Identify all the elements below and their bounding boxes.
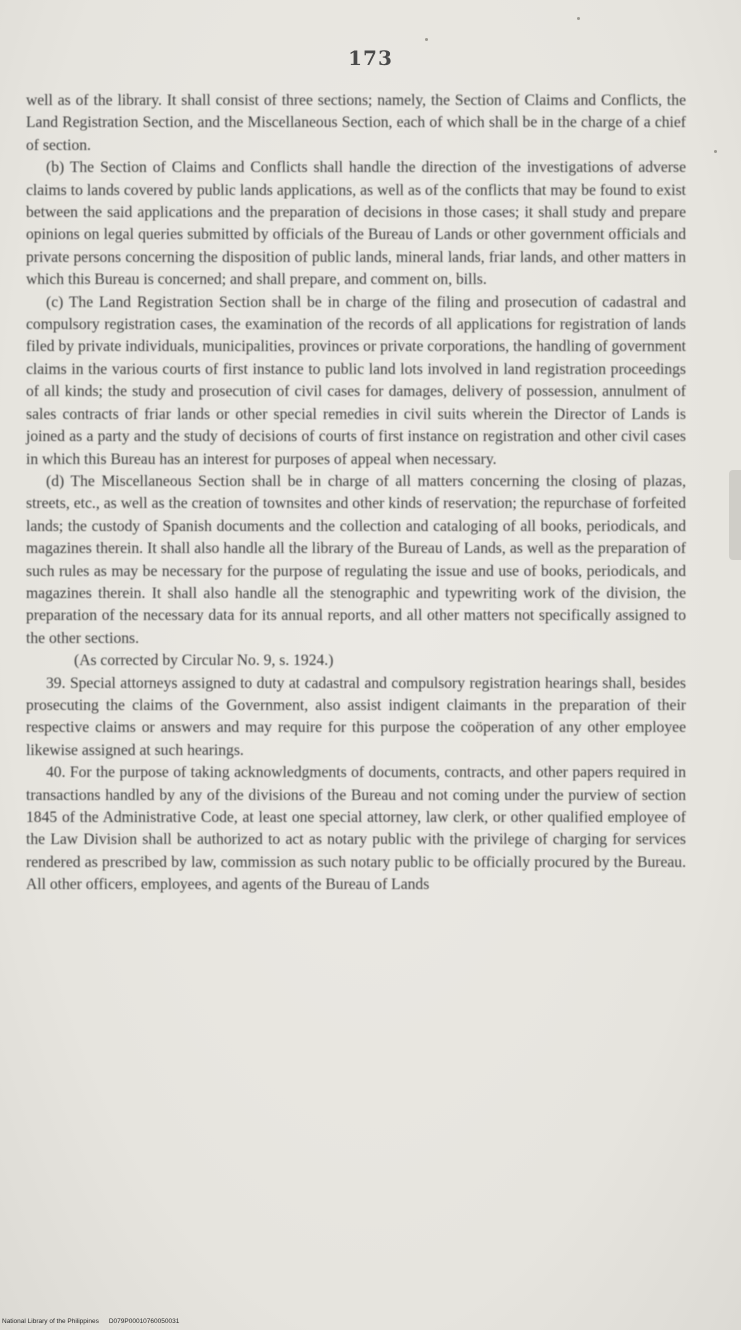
paragraph-39: 39. Special attorneys assigned to duty at cadastral and compulsory registration hearings shall, besides prosecuting the claims of the Government, also assist indigent claimants in the preparation of their respective claims or answers and may require for this purpose the coöperation of any other employee likewise assigned at such hearings. [26,674,686,759]
scan-speck [425,38,428,41]
footer-library: National Library of the Philippines [2,1318,99,1325]
page-edge-shadow [729,470,741,560]
scan-speck [714,150,717,153]
footer-code: D079P00010760050031 [108,1318,180,1325]
scan-speck [577,17,580,20]
scan-footer [2,1318,179,1325]
paragraph-40: 40. For the purpose of taking acknowledgments of documents, contracts, and other papers required in transactions handled by any of the divisions of the Bureau and not coming under the purview of section 1845 of the Administrative Code, at least one special attorney, law clerk, or other qualified employee of the Law Division shall be authorized to act as notary public with the privilege of charging for services rendered as prescribed by law, commission as such notary public to be officially procured by the Bureau. All other officers, employees, and agents of the Bureau of Lands [26,764,686,894]
correction-note: (As corrected by Circular No. 9, s. 1924.) [74,652,334,670]
paragraph-intro: well as of the library. It shall consist of three sections; namely, the Section of Claims and Conflicts, the Land Registration Section, and the Miscellaneous Section, each of which shall be in the charge of a chief of section. [26,92,686,154]
paragraph-c: (c) The Land Registration Section shall be in charge of the filing and prosecution of cadastral and compulsory registration cases, the examination of the records of all applications for registration of lands filed by private individuals, municipalities, provinces or private corporations, the handling of government claims in the various courts of first instance to public land lots involved in land registration proceedings of all kinds; the study and prosecution of civil cases for damages, delivery of possession, annulment of sales contracts of friar lands or other special remedies in civil suits wherein the Director of Lands is joined as a party and the study of decisions of courts of first instance on registration and other civil cases in which this Bureau has an interest for purposes of appeal when necessary. [26,293,686,468]
page-number: 173 [348,46,393,70]
paragraph-d: (d) The Miscellaneous Section shall be in charge of all matters concerning the closing of plazas, streets, etc., as well as the creation of townsites and other kinds of reservation; the repurchase of forfeited lands; the custody of Spanish documents and the collection and cataloging of all books, periodicals, and magazines therein. It shall also handle all the library of the Bureau of Lands, as well as the preparation of such rules as may be necessary for the purpose of regulating the issue and use of books, periodicals, and magazines therein. It shall also handle all the stenographic and typewriting work of the division, the preparation of the necessary data for its annual reports, and all other matters not specifically assigned to the other sections. [26,472,686,647]
paragraph-b: (b) The Section of Claims and Conflicts shall handle the direction of the investigations of adverse claims to lands covered by public lands applications, as well as of the conflicts that may be found to exist between the said applications and the preparation of decisions in those cases; it shall study and prepare opinions on legal queries submitted by officials of the Bureau of Lands or other government officials and private persons concerning the disposition of public lands, mineral lands, friar lands, and other matters in which this Bureau is concerned; and shall prepare, and comment on, bills. [26,159,686,289]
body-text [26,90,686,897]
